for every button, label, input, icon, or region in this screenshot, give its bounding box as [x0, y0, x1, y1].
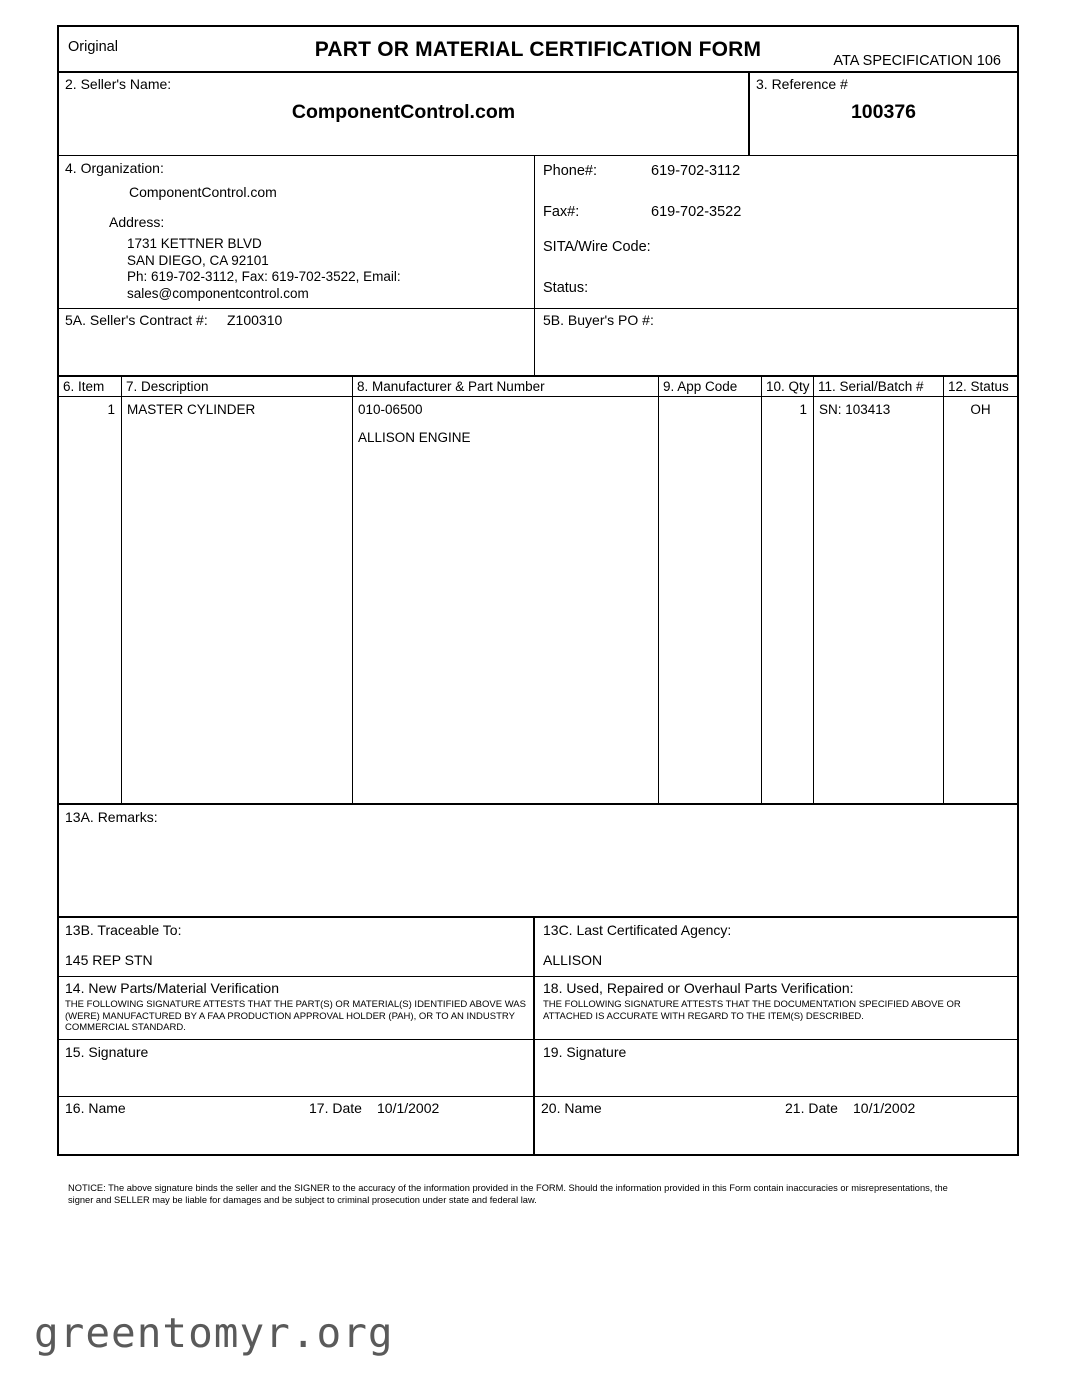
column-header-manufacturer-part-number: 8. Manufacturer & Part Number: [353, 377, 659, 396]
address-line-2: SAN DIEGO, CA 92101: [127, 252, 269, 268]
used-parts-verification-title: 18. Used, Repaired or Overhaul Parts Verification:: [543, 980, 854, 996]
cell-serial-batch: SN: 103413: [814, 397, 944, 803]
legal-notice: NOTICE: The above signature binds the seller and the SIGNER to the accuracy of the information provided in the FORM. Should the information provided in this Form contain inaccuracies or misrepresentations, the signer and SELLER may be liable for damages and be subject to criminal prosecution under state and federal law.: [68, 1183, 948, 1205]
remarks-label: 13A. Remarks:: [65, 809, 158, 825]
address-block: [127, 236, 534, 302]
cell-status: OH: [970, 402, 991, 417]
column-header-serial-batch: 11. Serial/Batch #: [814, 377, 944, 396]
verification-row: [59, 977, 1017, 1040]
cell-part-number: 010-06500: [358, 402, 423, 417]
cell-manufacturer-part-number: [353, 397, 659, 803]
buyers-po-label: 5B. Buyer's PO #:: [543, 312, 654, 328]
remarks-field[interactable]: [59, 805, 1017, 918]
signature-label-19: 19. Signature: [543, 1044, 627, 1060]
cell-item: 1: [59, 397, 122, 803]
address-line-1: 1731 KETTNER BLVD: [127, 236, 262, 251]
items-table-header: [59, 377, 1017, 397]
name-date-field-left[interactable]: [59, 1097, 535, 1154]
last-certificated-agency-field[interactable]: [535, 918, 1017, 976]
contact-info-field[interactable]: [535, 156, 1017, 308]
watermark: greentomyr.org: [34, 1309, 394, 1357]
page-title: PART OR MATERIAL CERTIFICATION FORM: [314, 38, 762, 61]
cell-manufacturer: ALLISON ENGINE: [358, 430, 471, 445]
column-header-description: 7. Description: [122, 377, 353, 396]
name-date-field-right[interactable]: [535, 1097, 1017, 1154]
name-label-16: 16. Name: [65, 1100, 126, 1116]
signature-field-buyer[interactable]: [535, 1040, 1017, 1096]
form-header: [59, 27, 1017, 73]
status-label: Status:: [543, 280, 589, 296]
certification-form: [57, 25, 1019, 1156]
column-header-status: 12. Status: [948, 379, 1009, 394]
column-header-item: 6. Item: [59, 377, 122, 396]
contract-po-row: [59, 309, 1017, 377]
used-parts-verification-body: THE FOLLOWING SIGNATURE ATTESTS THAT THE DOCUMENTATION SPECIFIED ABOVE OR ATTACHED IS ACCURATE WITH REGARD TO THE ITEM(S) DESCRIBED.: [543, 999, 961, 1022]
buyers-po-field[interactable]: [535, 309, 1017, 375]
organization-name: ComponentControl.com: [129, 184, 277, 200]
new-parts-verification-title: 14. New Parts/Material Verification: [65, 980, 279, 996]
reference-number-field[interactable]: [750, 73, 1017, 155]
last-certificated-agency-label: 13C. Last Certificated Agency:: [543, 922, 732, 938]
organization-label: 4. Organization:: [65, 160, 164, 176]
address-label: Address:: [109, 214, 165, 230]
sellers-contract-value: Z100310: [227, 312, 283, 328]
organization-row: [59, 156, 1017, 309]
name-label-20: 20. Name: [541, 1100, 602, 1116]
organization-field[interactable]: [59, 156, 535, 308]
sellers-name-field[interactable]: [59, 73, 750, 155]
date-label-21: 21. Date: [785, 1100, 838, 1116]
date-value-21: 10/1/2002: [853, 1100, 916, 1116]
sita-wire-code-label: SITA/Wire Code:: [543, 239, 651, 255]
used-parts-verification: [535, 977, 1017, 1039]
phone-value: 619-702-3112: [651, 163, 741, 179]
name-date-row: [59, 1097, 1017, 1154]
column-header-qty: 10. Qty: [762, 377, 814, 396]
phone-label: Phone#:: [543, 163, 598, 179]
reference-number-value: 100376: [850, 101, 917, 123]
cell-description: MASTER CYLINDER: [122, 397, 353, 803]
sellers-contract-label: 5A. Seller's Contract #:: [65, 312, 208, 328]
original-label: Original: [68, 39, 118, 55]
last-certificated-agency-value: ALLISON: [543, 952, 603, 968]
sellers-name-value: ComponentControl.com: [291, 101, 516, 123]
signature-label-15: 15. Signature: [65, 1044, 149, 1060]
ata-specification-label: ATA SPECIFICATION 106: [833, 53, 1001, 69]
traceable-agency-row: [59, 918, 1017, 977]
column-header-app-code: 9. App Code: [659, 377, 762, 396]
table-row[interactable]: [59, 397, 1017, 805]
address-line-3: Ph: 619-702-3112, Fax: 619-702-3522, Email:: [127, 269, 401, 285]
reference-number-label: 3. Reference #: [756, 76, 848, 92]
new-parts-verification-body: THE FOLLOWING SIGNATURE ATTESTS THAT THE PART(S) OR MATERIAL(S) IDENTIFIED ABOVE WAS (WERE) MANUFACTURED BY A FAA PRODUCTION APPROVAL HOLDER (PAH), OR TO AN INDUSTRY COMMERCIAL STANDARD.: [65, 999, 526, 1034]
fax-value: 619-702-3522: [651, 204, 742, 220]
traceable-to-field[interactable]: [59, 918, 535, 976]
cell-qty: 1: [762, 397, 814, 803]
traceable-to-value: 145 REP STN: [65, 952, 153, 968]
cell-app-code: [659, 397, 762, 803]
signature-row: [59, 1040, 1017, 1097]
date-label-17: 17. Date: [309, 1100, 362, 1116]
signature-field-seller[interactable]: [59, 1040, 535, 1096]
new-parts-verification: [59, 977, 535, 1039]
traceable-to-label: 13B. Traceable To:: [65, 922, 182, 938]
date-value-17: 10/1/2002: [377, 1100, 440, 1116]
sellers-name-label: 2. Seller's Name:: [65, 76, 172, 92]
seller-reference-row: [59, 73, 1017, 156]
address-line-4: sales@componentcontrol.com: [127, 285, 309, 301]
fax-label: Fax#:: [543, 204, 580, 220]
sellers-contract-field[interactable]: [59, 309, 535, 375]
